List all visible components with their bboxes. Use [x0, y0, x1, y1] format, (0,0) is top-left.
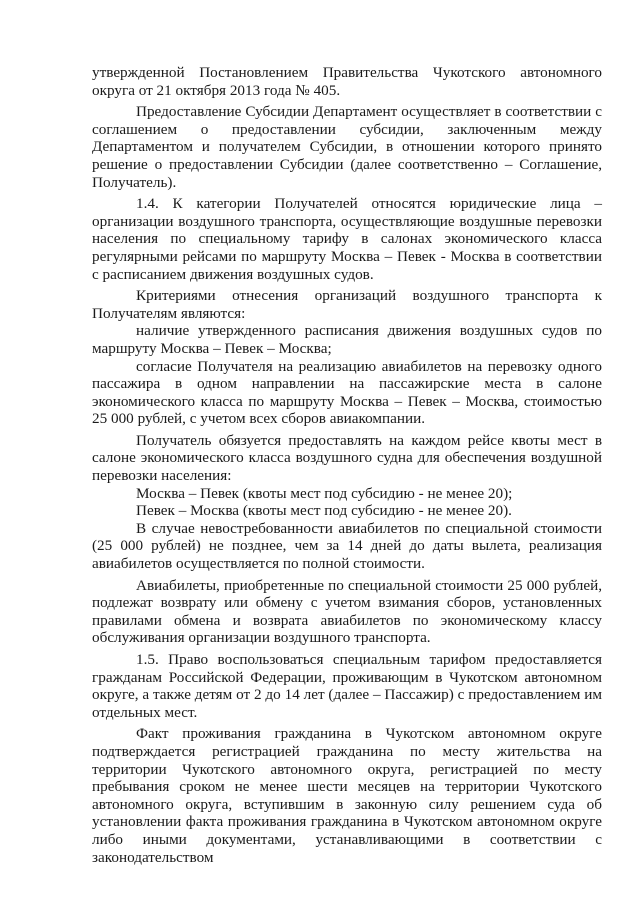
paragraph-criterion-consent: согласие Получателя на реализацию авиабилетов на перевозку одного пассажира в одном направлении на пассажирские места в салоне экономического класса по маршруту Москва – Певек – Москва, стоимостью 25 000 рублей, с учетом всех сборов авиакомпании.: [92, 357, 602, 428]
paragraph-resolution-reference: утвержденной Постановлением Правительства Чукотского автономного округа от 21 октября 2013 года № 405.: [92, 64, 602, 99]
paragraph-criterion-schedule: наличие утвержденного расписания движения воздушных судов по маршруту Москва – Певек – Москва;: [92, 322, 602, 357]
paragraph-quota-moscow-pevek: Москва – Певек (квоты мест под субсидию - не менее 20);: [136, 484, 513, 502]
paragraph-section-1-5: 1.5. Право воспользоваться специальным тарифом предоставляется гражданам Российской Федерации, проживающим в Чукотском автономном округе, а также детям от 2 до 14 лет (далее – Пассажир) с предоставлением им отдельных мест.: [92, 651, 602, 721]
paragraph-quota-pevek-moscow: Певек – Москва (квоты мест под субсидию - не менее 20).: [136, 502, 512, 520]
document-page: [92, 64, 602, 870]
paragraph-residence-proof: Факт проживания гражданина в Чукотском автономном округе подтверждается регистрацией гражданина по месту жительства на территории Чукотского автономного округа, регистрацией по месту пребывания сроком не менее шести месяцев на территории Чукотского автономного округа, вступившим в законную силу решением суда об установлении факта проживания гражданина в Чукотском автономном округе либо иными документами, устанавливающими в соответствии с законодательством: [92, 725, 602, 866]
paragraph-unclaimed-tickets: В случае невостребованности авиабилетов по специальной стоимости (25 000 рублей) не позднее, чем за 14 дней до даты вылета, реализация авиабилетов осуществляется по полной стоимости.: [92, 519, 602, 573]
paragraph-section-1-4: 1.4. К категории Получателей относятся юридические лица – организации воздушного транспорта, осуществляющие воздушные перевозки населения по специальному тарифу в салонах экономического класса регулярными рейсами по маршруту Москва – Певек - Москва в соответствии с расписанием движения воздушных судов.: [92, 195, 602, 283]
paragraph-quota-obligation: Получатель обязуется предоставлять на каждом рейсе квоты мест в салоне экономического класса воздушного судна для обеспечения воздушной перевозки населения:: [92, 431, 602, 485]
paragraph-ticket-refund: Авиабилеты, приобретенные по специальной стоимости 25 000 рублей, подлежат возврату или обмену с учетом взимания сборов, установленных правилами обмена и возврата авиабилетов по экономическому классу обслуживания организации воздушного транспорта.: [92, 576, 602, 647]
paragraph-subsidy-agreement: Предоставление Субсидии Департамент осуществляет в соответствии с соглашением о предоставлении субсидии, заключенным между Департаментом и получателем Субсидии, в отношении которого принято решение о предоставлении Субсидии (далее соответственно – Соглашение, Получатель).: [92, 103, 602, 191]
paragraph-criteria-intro: Критериями отнесения организаций воздушного транспорта к Получателям являются:: [92, 287, 602, 322]
